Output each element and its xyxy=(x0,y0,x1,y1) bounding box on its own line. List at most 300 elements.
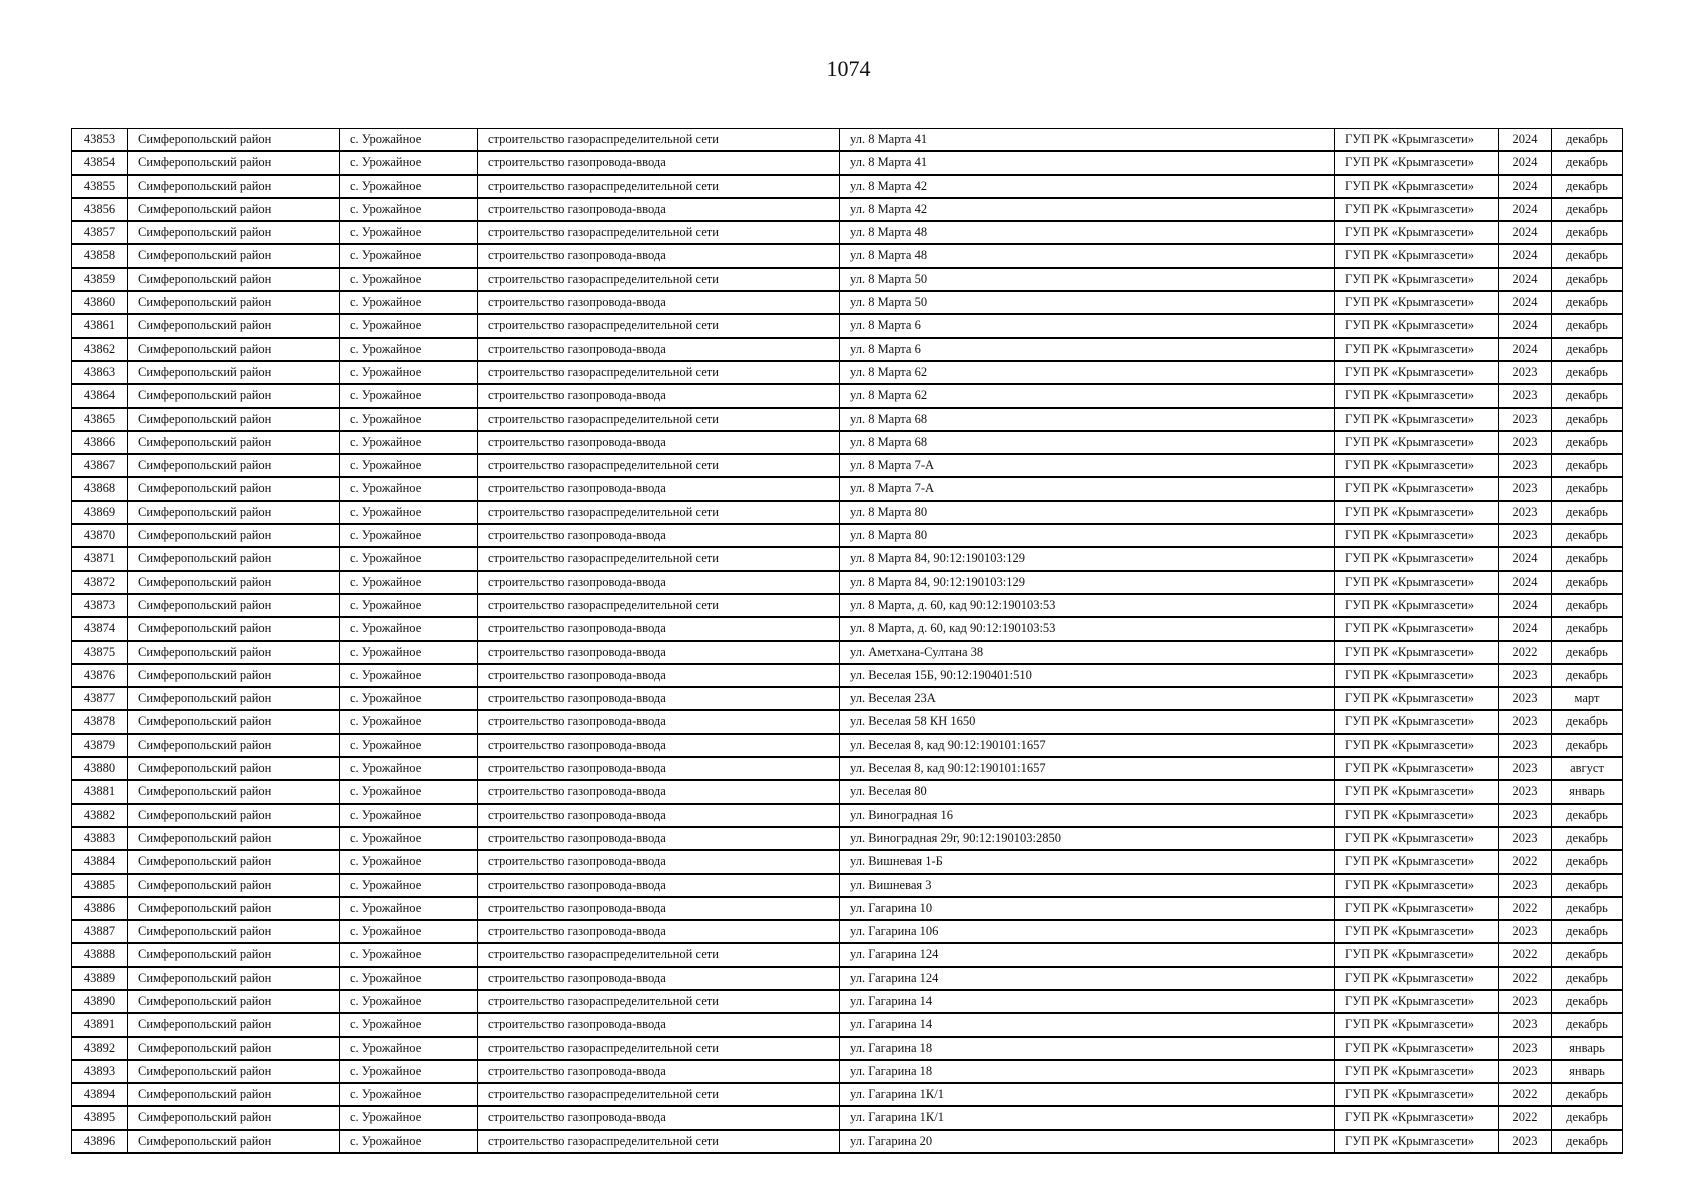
record-number-cell: 43862 xyxy=(72,338,128,361)
work-type-cell: строительство газораспределительной сети xyxy=(478,1083,840,1106)
settlement-cell: с. Урожайное xyxy=(340,920,478,943)
record-number-cell: 43875 xyxy=(72,641,128,664)
organization-cell: ГУП РК «Крымгазсети» xyxy=(1335,1013,1499,1036)
address-cell: ул. 8 Марта 68 xyxy=(840,431,1335,454)
month-cell: декабрь xyxy=(1552,314,1623,337)
table-row xyxy=(72,198,1623,221)
organization-cell: ГУП РК «Крымгазсети» xyxy=(1335,221,1499,244)
month-cell: декабрь xyxy=(1552,571,1623,594)
settlement-cell: с. Урожайное xyxy=(340,314,478,337)
year-cell: 2024 xyxy=(1499,221,1552,244)
settlement-cell: с. Урожайное xyxy=(340,338,478,361)
address-cell: ул. Гагарина 14 xyxy=(840,1013,1335,1036)
district-cell: Симферопольский район xyxy=(128,594,340,617)
month-cell: декабрь xyxy=(1552,338,1623,361)
district-cell: Симферопольский район xyxy=(128,734,340,757)
table-row xyxy=(72,920,1623,943)
record-number-cell: 43890 xyxy=(72,990,128,1013)
month-cell: декабрь xyxy=(1552,850,1623,873)
month-cell: август xyxy=(1552,757,1623,780)
table-row xyxy=(72,291,1623,314)
district-cell: Симферопольский район xyxy=(128,477,340,500)
year-cell: 2023 xyxy=(1499,874,1552,897)
record-number-cell: 43853 xyxy=(72,129,128,152)
address-cell: ул. Гагарина 1К/1 xyxy=(840,1083,1335,1106)
year-cell: 2023 xyxy=(1499,1060,1552,1083)
settlement-cell: с. Урожайное xyxy=(340,361,478,384)
month-cell: декабрь xyxy=(1552,454,1623,477)
records-table xyxy=(71,128,1623,1154)
work-type-cell: строительство газопровода-ввода xyxy=(478,571,840,594)
month-cell: декабрь xyxy=(1552,268,1623,291)
address-cell: ул. 8 Марта 68 xyxy=(840,408,1335,431)
organization-cell: ГУП РК «Крымгазсети» xyxy=(1335,129,1499,152)
district-cell: Симферопольский район xyxy=(128,1083,340,1106)
district-cell: Симферопольский район xyxy=(128,408,340,431)
work-type-cell: строительство газопровода-ввода xyxy=(478,477,840,500)
month-cell: декабрь xyxy=(1552,501,1623,524)
year-cell: 2023 xyxy=(1499,757,1552,780)
settlement-cell: с. Урожайное xyxy=(340,664,478,687)
work-type-cell: строительство газопровода-ввода xyxy=(478,1060,840,1083)
organization-cell: ГУП РК «Крымгазсети» xyxy=(1335,804,1499,827)
month-cell: декабрь xyxy=(1552,547,1623,570)
settlement-cell: с. Урожайное xyxy=(340,268,478,291)
district-cell: Симферопольский район xyxy=(128,175,340,198)
table-row xyxy=(72,454,1623,477)
record-number-cell: 43857 xyxy=(72,221,128,244)
settlement-cell: с. Урожайное xyxy=(340,198,478,221)
table-row xyxy=(72,617,1623,640)
month-cell: декабрь xyxy=(1552,990,1623,1013)
organization-cell: ГУП РК «Крымгазсети» xyxy=(1335,827,1499,850)
settlement-cell: с. Урожайное xyxy=(340,477,478,500)
settlement-cell: с. Урожайное xyxy=(340,571,478,594)
address-cell: ул. Аметхана-Султана 38 xyxy=(840,641,1335,664)
settlement-cell: с. Урожайное xyxy=(340,967,478,990)
address-cell: ул. Веселая 58 КН 1650 xyxy=(840,710,1335,733)
address-cell: ул. Гагарина 124 xyxy=(840,943,1335,966)
work-type-cell: строительство газораспределительной сети xyxy=(478,1130,840,1153)
table-row xyxy=(72,244,1623,267)
work-type-cell: строительство газопровода-ввода xyxy=(478,757,840,780)
record-number-cell: 43877 xyxy=(72,687,128,710)
record-number-cell: 43894 xyxy=(72,1083,128,1106)
settlement-cell: с. Урожайное xyxy=(340,151,478,174)
record-number-cell: 43868 xyxy=(72,477,128,500)
record-number-cell: 43864 xyxy=(72,384,128,407)
table-row xyxy=(72,967,1623,990)
address-cell: ул. 8 Марта 7-А xyxy=(840,454,1335,477)
work-type-cell: строительство газопровода-ввода xyxy=(478,874,840,897)
record-number-cell: 43869 xyxy=(72,501,128,524)
year-cell: 2022 xyxy=(1499,897,1552,920)
address-cell: ул. 8 Марта 80 xyxy=(840,501,1335,524)
record-number-cell: 43881 xyxy=(72,780,128,803)
district-cell: Симферопольский район xyxy=(128,967,340,990)
work-type-cell: строительство газопровода-ввода xyxy=(478,1106,840,1129)
year-cell: 2023 xyxy=(1499,501,1552,524)
month-cell: декабрь xyxy=(1552,175,1623,198)
record-number-cell: 43856 xyxy=(72,198,128,221)
work-type-cell: строительство газопровода-ввода xyxy=(478,524,840,547)
district-cell: Симферопольский район xyxy=(128,780,340,803)
year-cell: 2023 xyxy=(1499,664,1552,687)
work-type-cell: строительство газопровода-ввода xyxy=(478,617,840,640)
organization-cell: ГУП РК «Крымгазсети» xyxy=(1335,477,1499,500)
organization-cell: ГУП РК «Крымгазсети» xyxy=(1335,850,1499,873)
settlement-cell: с. Урожайное xyxy=(340,1106,478,1129)
month-cell: январь xyxy=(1552,1037,1623,1060)
work-type-cell: строительство газопровода-ввода xyxy=(478,827,840,850)
organization-cell: ГУП РК «Крымгазсети» xyxy=(1335,547,1499,570)
year-cell: 2024 xyxy=(1499,175,1552,198)
address-cell: ул. Гагарина 124 xyxy=(840,967,1335,990)
table-row xyxy=(72,1060,1623,1083)
address-cell: ул. Гагарина 14 xyxy=(840,990,1335,1013)
record-number-cell: 43876 xyxy=(72,664,128,687)
year-cell: 2023 xyxy=(1499,827,1552,850)
record-number-cell: 43882 xyxy=(72,804,128,827)
record-number-cell: 43867 xyxy=(72,454,128,477)
table-row xyxy=(72,338,1623,361)
address-cell: ул. Виноградная 29г, 90:12:190103:2850 xyxy=(840,827,1335,850)
month-cell: декабрь xyxy=(1552,244,1623,267)
address-cell: ул. 8 Марта 41 xyxy=(840,151,1335,174)
address-cell: ул. 8 Марта 6 xyxy=(840,314,1335,337)
district-cell: Симферопольский район xyxy=(128,244,340,267)
district-cell: Симферопольский район xyxy=(128,571,340,594)
table-row xyxy=(72,1083,1623,1106)
record-number-cell: 43892 xyxy=(72,1037,128,1060)
month-cell: декабрь xyxy=(1552,664,1623,687)
district-cell: Симферопольский район xyxy=(128,850,340,873)
month-cell: декабрь xyxy=(1552,221,1623,244)
record-number-cell: 43879 xyxy=(72,734,128,757)
year-cell: 2023 xyxy=(1499,1130,1552,1153)
table-row xyxy=(72,384,1623,407)
year-cell: 2022 xyxy=(1499,943,1552,966)
table-row xyxy=(72,1037,1623,1060)
settlement-cell: с. Урожайное xyxy=(340,804,478,827)
address-cell: ул. 8 Марта 62 xyxy=(840,361,1335,384)
district-cell: Симферопольский район xyxy=(128,874,340,897)
work-type-cell: строительство газораспределительной сети xyxy=(478,454,840,477)
year-cell: 2022 xyxy=(1499,1083,1552,1106)
address-cell: ул. Вишневая 3 xyxy=(840,874,1335,897)
record-number-cell: 43873 xyxy=(72,594,128,617)
work-type-cell: строительство газораспределительной сети xyxy=(478,221,840,244)
record-number-cell: 43896 xyxy=(72,1130,128,1153)
record-number-cell: 43866 xyxy=(72,431,128,454)
settlement-cell: с. Урожайное xyxy=(340,384,478,407)
organization-cell: ГУП РК «Крымгазсети» xyxy=(1335,920,1499,943)
month-cell: декабрь xyxy=(1552,734,1623,757)
organization-cell: ГУП РК «Крымгазсети» xyxy=(1335,874,1499,897)
year-cell: 2023 xyxy=(1499,477,1552,500)
organization-cell: ГУП РК «Крымгазсети» xyxy=(1335,943,1499,966)
month-cell: декабрь xyxy=(1552,617,1623,640)
year-cell: 2023 xyxy=(1499,1013,1552,1036)
settlement-cell: с. Урожайное xyxy=(340,129,478,152)
year-cell: 2024 xyxy=(1499,571,1552,594)
month-cell: декабрь xyxy=(1552,594,1623,617)
month-cell: декабрь xyxy=(1552,827,1623,850)
year-cell: 2022 xyxy=(1499,967,1552,990)
organization-cell: ГУП РК «Крымгазсети» xyxy=(1335,990,1499,1013)
settlement-cell: с. Урожайное xyxy=(340,897,478,920)
month-cell: март xyxy=(1552,687,1623,710)
organization-cell: ГУП РК «Крымгазсети» xyxy=(1335,175,1499,198)
table-row xyxy=(72,827,1623,850)
organization-cell: ГУП РК «Крымгазсети» xyxy=(1335,431,1499,454)
table-row xyxy=(72,501,1623,524)
year-cell: 2023 xyxy=(1499,780,1552,803)
work-type-cell: строительство газопровода-ввода xyxy=(478,804,840,827)
district-cell: Симферопольский район xyxy=(128,198,340,221)
month-cell: декабрь xyxy=(1552,408,1623,431)
address-cell: ул. 8 Марта 42 xyxy=(840,198,1335,221)
organization-cell: ГУП РК «Крымгазсети» xyxy=(1335,617,1499,640)
table-row xyxy=(72,221,1623,244)
work-type-cell: строительство газопровода-ввода xyxy=(478,967,840,990)
organization-cell: ГУП РК «Крымгазсети» xyxy=(1335,408,1499,431)
address-cell: ул. 8 Марта 48 xyxy=(840,221,1335,244)
year-cell: 2024 xyxy=(1499,617,1552,640)
record-number-cell: 43863 xyxy=(72,361,128,384)
month-cell: декабрь xyxy=(1552,1013,1623,1036)
settlement-cell: с. Урожайное xyxy=(340,617,478,640)
district-cell: Симферопольский район xyxy=(128,1013,340,1036)
table-row xyxy=(72,571,1623,594)
settlement-cell: с. Урожайное xyxy=(340,687,478,710)
record-number-cell: 43880 xyxy=(72,757,128,780)
work-type-cell: строительство газопровода-ввода xyxy=(478,734,840,757)
district-cell: Симферопольский район xyxy=(128,687,340,710)
month-cell: декабрь xyxy=(1552,1106,1623,1129)
address-cell: ул. 8 Марта 84, 90:12:190103:129 xyxy=(840,571,1335,594)
district-cell: Симферопольский район xyxy=(128,547,340,570)
work-type-cell: строительство газораспределительной сети xyxy=(478,361,840,384)
record-number-cell: 43874 xyxy=(72,617,128,640)
settlement-cell: с. Урожайное xyxy=(340,641,478,664)
settlement-cell: с. Урожайное xyxy=(340,408,478,431)
record-number-cell: 43859 xyxy=(72,268,128,291)
organization-cell: ГУП РК «Крымгазсети» xyxy=(1335,687,1499,710)
work-type-cell: строительство газораспределительной сети xyxy=(478,501,840,524)
month-cell: декабрь xyxy=(1552,151,1623,174)
month-cell: декабрь xyxy=(1552,804,1623,827)
work-type-cell: строительство газопровода-ввода xyxy=(478,1013,840,1036)
settlement-cell: с. Урожайное xyxy=(340,547,478,570)
work-type-cell: строительство газораспределительной сети xyxy=(478,547,840,570)
work-type-cell: строительство газораспределительной сети xyxy=(478,408,840,431)
organization-cell: ГУП РК «Крымгазсети» xyxy=(1335,967,1499,990)
organization-cell: ГУП РК «Крымгазсети» xyxy=(1335,314,1499,337)
table-row xyxy=(72,431,1623,454)
year-cell: 2024 xyxy=(1499,151,1552,174)
record-number-cell: 43887 xyxy=(72,920,128,943)
settlement-cell: с. Урожайное xyxy=(340,175,478,198)
settlement-cell: с. Урожайное xyxy=(340,1083,478,1106)
record-number-cell: 43858 xyxy=(72,244,128,267)
organization-cell: ГУП РК «Крымгазсети» xyxy=(1335,384,1499,407)
organization-cell: ГУП РК «Крымгазсети» xyxy=(1335,151,1499,174)
district-cell: Симферопольский район xyxy=(128,920,340,943)
table-row xyxy=(72,757,1623,780)
table-row xyxy=(72,175,1623,198)
year-cell: 2023 xyxy=(1499,687,1552,710)
record-number-cell: 43861 xyxy=(72,314,128,337)
month-cell: декабрь xyxy=(1552,967,1623,990)
month-cell: декабрь xyxy=(1552,198,1623,221)
year-cell: 2024 xyxy=(1499,198,1552,221)
organization-cell: ГУП РК «Крымгазсети» xyxy=(1335,1083,1499,1106)
organization-cell: ГУП РК «Крымгазсети» xyxy=(1335,524,1499,547)
year-cell: 2023 xyxy=(1499,384,1552,407)
work-type-cell: строительство газопровода-ввода xyxy=(478,780,840,803)
month-cell: декабрь xyxy=(1552,641,1623,664)
organization-cell: ГУП РК «Крымгазсети» xyxy=(1335,1060,1499,1083)
address-cell: ул. 8 Марта 80 xyxy=(840,524,1335,547)
district-cell: Симферопольский район xyxy=(128,664,340,687)
month-cell: декабрь xyxy=(1552,897,1623,920)
page-number: 1074 xyxy=(826,56,871,81)
record-number-cell: 43889 xyxy=(72,967,128,990)
organization-cell: ГУП РК «Крымгазсети» xyxy=(1335,1130,1499,1153)
settlement-cell: с. Урожайное xyxy=(340,524,478,547)
address-cell: ул. Гагарина 18 xyxy=(840,1060,1335,1083)
record-number-cell: 43891 xyxy=(72,1013,128,1036)
table-row xyxy=(72,361,1623,384)
address-cell: ул. Веселая 23А xyxy=(840,687,1335,710)
year-cell: 2023 xyxy=(1499,408,1552,431)
address-cell: ул. 8 Марта 7-А xyxy=(840,477,1335,500)
settlement-cell: с. Урожайное xyxy=(340,943,478,966)
table-row xyxy=(72,1013,1623,1036)
table-row xyxy=(72,1106,1623,1129)
table-row xyxy=(72,524,1623,547)
organization-cell: ГУП РК «Крымгазсети» xyxy=(1335,594,1499,617)
table-row xyxy=(72,943,1623,966)
address-cell: ул. Веселая 15Б, 90:12:190401:510 xyxy=(840,664,1335,687)
table-row xyxy=(72,874,1623,897)
year-cell: 2024 xyxy=(1499,314,1552,337)
settlement-cell: с. Урожайное xyxy=(340,291,478,314)
district-cell: Симферопольский район xyxy=(128,431,340,454)
address-cell: ул. Виноградная 16 xyxy=(840,804,1335,827)
year-cell: 2024 xyxy=(1499,244,1552,267)
year-cell: 2023 xyxy=(1499,804,1552,827)
record-number-cell: 43870 xyxy=(72,524,128,547)
address-cell: ул. Вишневая 1-Б xyxy=(840,850,1335,873)
year-cell: 2024 xyxy=(1499,338,1552,361)
district-cell: Симферопольский район xyxy=(128,990,340,1013)
work-type-cell: строительство газопровода-ввода xyxy=(478,687,840,710)
record-number-cell: 43895 xyxy=(72,1106,128,1129)
address-cell: ул. 8 Марта, д. 60, кад 90:12:190103:53 xyxy=(840,594,1335,617)
record-number-cell: 43883 xyxy=(72,827,128,850)
settlement-cell: с. Урожайное xyxy=(340,221,478,244)
work-type-cell: строительство газораспределительной сети xyxy=(478,1037,840,1060)
district-cell: Симферопольский район xyxy=(128,384,340,407)
year-cell: 2023 xyxy=(1499,524,1552,547)
table-row xyxy=(72,990,1623,1013)
address-cell: ул. 8 Марта 50 xyxy=(840,268,1335,291)
work-type-cell: строительство газопровода-ввода xyxy=(478,897,840,920)
district-cell: Симферопольский район xyxy=(128,804,340,827)
address-cell: ул. 8 Марта, д. 60, кад 90:12:190103:53 xyxy=(840,617,1335,640)
table-row xyxy=(72,897,1623,920)
address-cell: ул. Гагарина 1К/1 xyxy=(840,1106,1335,1129)
table-row xyxy=(72,664,1623,687)
work-type-cell: строительство газопровода-ввода xyxy=(478,384,840,407)
month-cell: январь xyxy=(1552,780,1623,803)
work-type-cell: строительство газораспределительной сети xyxy=(478,943,840,966)
record-number-cell: 43878 xyxy=(72,710,128,733)
district-cell: Симферопольский район xyxy=(128,361,340,384)
address-cell: ул. Веселая 8, кад 90:12:190101:1657 xyxy=(840,757,1335,780)
district-cell: Симферопольский район xyxy=(128,827,340,850)
district-cell: Симферопольский район xyxy=(128,501,340,524)
address-cell: ул. 8 Марта 6 xyxy=(840,338,1335,361)
record-number-cell: 43893 xyxy=(72,1060,128,1083)
district-cell: Симферопольский район xyxy=(128,943,340,966)
organization-cell: ГУП РК «Крымгазсети» xyxy=(1335,734,1499,757)
month-cell: декабрь xyxy=(1552,920,1623,943)
records-body xyxy=(72,129,1623,1154)
district-cell: Симферопольский район xyxy=(128,897,340,920)
settlement-cell: с. Урожайное xyxy=(340,454,478,477)
settlement-cell: с. Урожайное xyxy=(340,431,478,454)
work-type-cell: строительство газораспределительной сети xyxy=(478,314,840,337)
address-cell: ул. Гагарина 106 xyxy=(840,920,1335,943)
settlement-cell: с. Урожайное xyxy=(340,1130,478,1153)
address-cell: ул. 8 Марта 50 xyxy=(840,291,1335,314)
year-cell: 2024 xyxy=(1499,594,1552,617)
settlement-cell: с. Урожайное xyxy=(340,501,478,524)
month-cell: декабрь xyxy=(1552,943,1623,966)
organization-cell: ГУП РК «Крымгазсети» xyxy=(1335,897,1499,920)
district-cell: Симферопольский район xyxy=(128,1060,340,1083)
table-row xyxy=(72,268,1623,291)
work-type-cell: строительство газопровода-ввода xyxy=(478,850,840,873)
district-cell: Симферопольский район xyxy=(128,454,340,477)
organization-cell: ГУП РК «Крымгазсети» xyxy=(1335,198,1499,221)
organization-cell: ГУП РК «Крымгазсети» xyxy=(1335,244,1499,267)
organization-cell: ГУП РК «Крымгазсети» xyxy=(1335,501,1499,524)
table-row xyxy=(72,408,1623,431)
settlement-cell: с. Урожайное xyxy=(340,734,478,757)
year-cell: 2023 xyxy=(1499,920,1552,943)
month-cell: декабрь xyxy=(1552,874,1623,897)
settlement-cell: с. Урожайное xyxy=(340,780,478,803)
address-cell: ул. Гагарина 20 xyxy=(840,1130,1335,1153)
settlement-cell: с. Урожайное xyxy=(340,594,478,617)
organization-cell: ГУП РК «Крымгазсети» xyxy=(1335,268,1499,291)
work-type-cell: строительство газопровода-ввода xyxy=(478,244,840,267)
record-number-cell: 43885 xyxy=(72,874,128,897)
year-cell: 2024 xyxy=(1499,291,1552,314)
organization-cell: ГУП РК «Крымгазсети» xyxy=(1335,710,1499,733)
district-cell: Симферопольский район xyxy=(128,757,340,780)
record-number-cell: 43871 xyxy=(72,547,128,570)
organization-cell: ГУП РК «Крымгазсети» xyxy=(1335,454,1499,477)
address-cell: ул. 8 Марта 84, 90:12:190103:129 xyxy=(840,547,1335,570)
district-cell: Симферопольский район xyxy=(128,268,340,291)
work-type-cell: строительство газопровода-ввода xyxy=(478,641,840,664)
record-number-cell: 43860 xyxy=(72,291,128,314)
